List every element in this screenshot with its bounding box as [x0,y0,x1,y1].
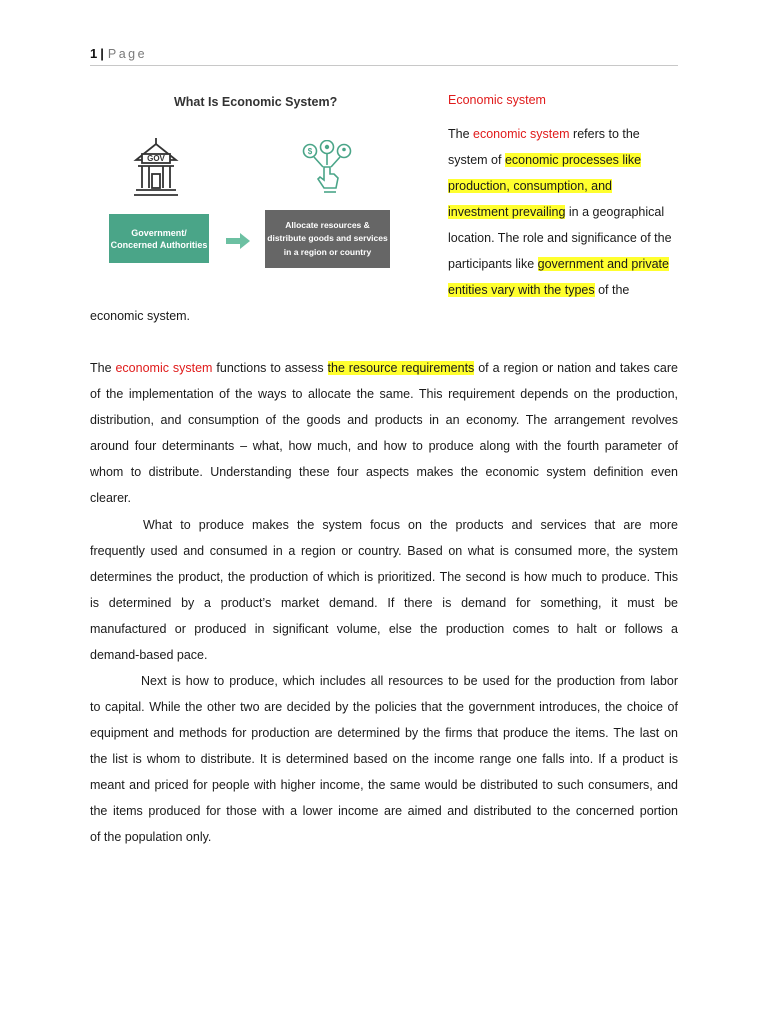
text-run: The [90,361,116,375]
paragraph-4-line-6: the items produced for those with a lower income are aimed and distributed to the concerned portion [90,804,678,818]
government-building-icon [132,136,180,198]
text-run: of a region or nation and takes care [474,361,678,375]
paragraph-2-line-5: whom to distribute. Understanding these four aspects makes the economic system definition even [90,465,678,479]
section-heading: Economic system [448,93,546,107]
text-run: of the [594,283,630,297]
highlighted-text: government and private [537,257,669,271]
highlighted-text: entities vary with the types [448,283,595,297]
paragraph-4-line-2: to capital. While the other two are decided by the policies that the government introduces, the choice of [90,700,678,714]
figure-title: What Is Economic System? [174,95,338,109]
intro-line-5 [448,231,672,245]
paragraph-2-line-6: clearer. [90,491,131,505]
intro-line-4 [448,205,664,219]
intro-line-3 [448,179,612,193]
highlighted-text: economic processes like [504,153,642,167]
paragraph-3-line-2: frequently used and consumed in a region or country. Based on what is consumed more, the system [90,544,678,558]
svg-text:$: $ [307,147,313,156]
intro-line-6 [448,257,669,271]
economic-system-figure [98,88,398,278]
allocate-resources-box: Allocate resources & distribute goods and services in a region or country [265,210,390,268]
paragraph-3-line-6: demand-based pace. [90,648,208,662]
highlighted-text: the resource requirements [327,361,475,375]
paragraph-4-line-7: of the population only. [90,830,212,844]
paragraph-3-line-3: determines the product, the production of which is prioritized. The second is how much to produce. This [90,570,678,584]
intro-line-7 [448,283,629,297]
term-highlight-red: economic system [473,127,570,141]
highlighted-text: production, consumption, and [448,179,612,193]
text-run: functions to assess [212,361,328,375]
intro-line-8 [90,309,190,323]
paragraph-4-line-5: meant and priced for people with higher income, the same would be distributed to such consumers, and [90,778,678,792]
paragraph-4-line-3: equipment and methods for production are determined by the firms that produce the items. The last on [90,726,678,740]
paragraph-4-line-1: Next is how to produce, which includes all resources to be used for the production from labor [141,674,678,688]
page-label: Page [107,47,148,61]
page-number: 1 [90,46,98,61]
right-arrow-icon [226,233,250,249]
page-header [90,45,678,66]
text-run: participants like [448,257,538,271]
paragraph-3-line-4: is determined by a product’s market demand. If there is demand for something, it must be [90,596,678,610]
intro-line-2 [448,153,641,167]
text-run: in a geographical [565,205,665,219]
paragraph-3-line-5: manufactured or produced in significant volume, else the production comes to halt or follows a [90,622,678,636]
paragraph-2-line-4: around four determinants – what, how much, and how to produce along with the fourth parameter of [90,439,678,453]
text-run: economic system. [90,309,191,323]
highlighted-text: investment prevailing [448,205,566,219]
header-separator: | [100,46,104,61]
text-run: The [448,127,474,141]
paragraph-4-line-4: the list is whom to distribute. It is determined based on the income range one falls into. If a product is [90,752,678,766]
intro-line-1 [448,127,640,141]
gov-sign-text: GOV [147,154,165,163]
paragraph-2-line-2: of the implementation of the ways to allocate the same. This requirement depends on the production, [90,387,678,401]
paragraph-2-line-3: distribution, and consumption of the goods and products in an economy. The arrangement revolves [90,413,678,427]
text-run: location. The role and significance of the [448,231,672,245]
paragraph-2-line-1 [90,361,678,375]
government-box: Government/ Concerned Authorities [109,214,209,263]
text-run: refers to the [569,127,640,141]
text-run: system of [448,153,505,167]
hand-options-icon [301,140,353,196]
term-highlight-red: economic system [115,361,213,375]
paragraph-3-line-1: What to produce makes the system focus on the products and services that are more [143,518,678,532]
